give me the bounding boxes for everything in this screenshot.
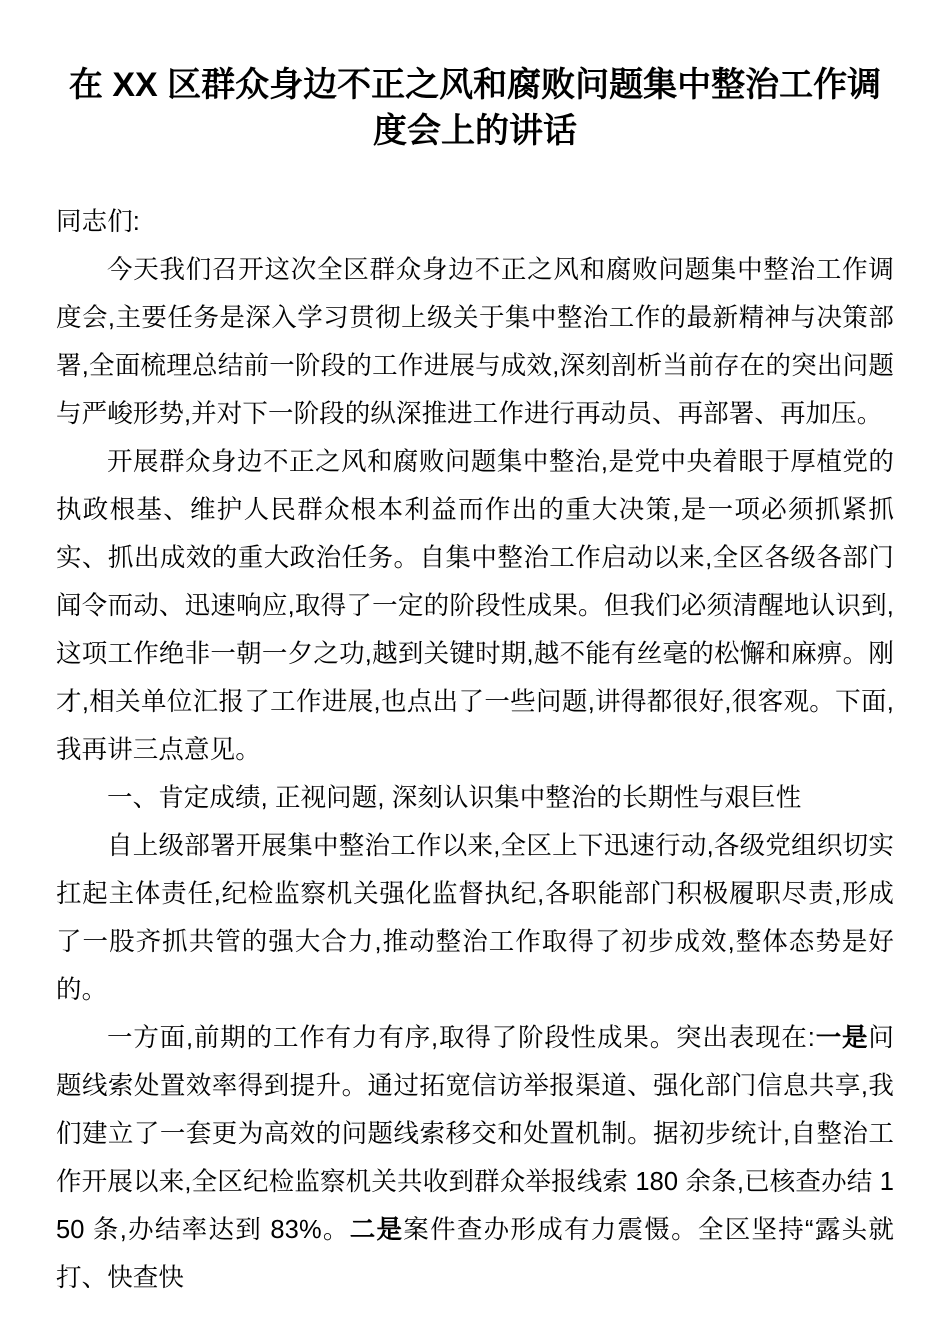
page-title: 在 XX 区群众身边不正之风和腐败问题集中整治工作调度会上的讲话 [68,66,882,150]
paragraph-4 [56,1014,894,1302]
text-run: 问题线索处置效率得到提升。通过拓宽信访举报渠道、强化部门信息共享,我们建立了一套更为高效的问题线索移交和处置机制。据初步统计,自整治工作开展以来,全区纪检监察机关共收到群众举报线索 180 余条,已核查办结 150 条,办结率达到 83%。 [56,1024,895,1244]
emphasis-run: 一是 [814,1024,869,1052]
section-heading-1: 一、肯定成绩, 正视问题, 深刻认识集中整治的长期性与艰巨性 [107,784,802,812]
paragraph-2: 开展群众身边不正之风和腐败问题集中整治,是党中央着眼于厚植党的执政根基、维护人民群众根本利益而作出的重大决策,是一项必须抓紧抓实、抓出成效的重大政治任务。自集中整治工作启动以来,全区各级各部门闻令而动、迅速响应,取得了一定的阶段性成果。但我们必须清醒地认识到,这项工作绝非一朝一夕之功,越到关键时期,越不能有丝毫的松懈和麻痹。刚才,相关单位汇报了工作进展,也点出了一些问题,讲得都很好,很客观。下面,我再讲三点意见。 [56,448,894,764]
emphasis-run: 二是 [349,1216,404,1244]
paragraph-3: 自上级部署开展集中整治工作以来,全区上下迅速行动,各级党组织切实扛起主体责任,纪检监察机关强化监督执纪,各职能部门积极履职尽责,形成了一股齐抓共管的强大合力,推动整治工作取得了初步成效,整体态势是好的。 [56,832,894,1004]
salutation: 同志们: [56,208,140,236]
text-run: 案件查办形成有力震慑。全区坚持“露头就打、快查快 [56,1216,895,1292]
text-run: 一方面,前期的工作有力有序,取得了阶段性成果。突出表现在: [107,1024,815,1052]
page-content-area [56,0,894,1302]
paragraph-1: 今天我们召开这次全区群众身边不正之风和腐败问题集中整治工作调度会,主要任务是深入学习贯彻上级关于集中整治工作的最新精神与决策部署,全面梳理总结前一阶段的工作进展与成效,深刻剖析当前存在的突出问题与严峻形势,并对下一阶段的纵深推进工作进行再动员、再部署、再加压。 [56,256,894,428]
document-body [56,198,894,1302]
